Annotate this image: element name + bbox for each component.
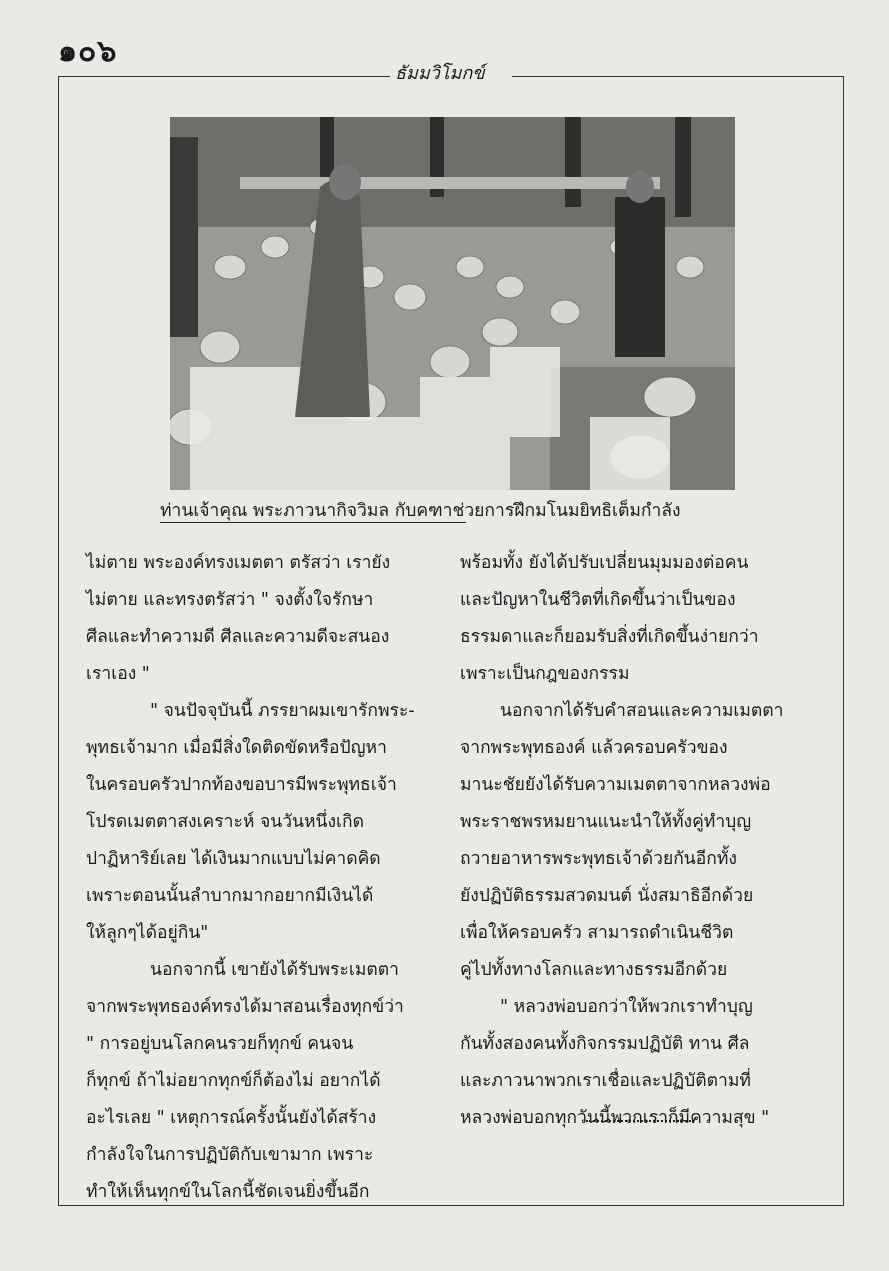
text-line: ศีลและทำความดี ศีลและความดีจะสนอง xyxy=(86,627,390,647)
text-line: เราเอง " xyxy=(86,664,150,684)
text-line: ยังปฏิบัติธรรมสวดมนต์ นั่งสมาธิอีกด้วย xyxy=(460,886,754,906)
text-line: ธรรมดาและก็ยอมรับสิ่งที่เกิดขึ้นง่ายกว่า xyxy=(460,627,759,647)
text-line: พระราชพรหมยานแนะนำให้ทั้งคู่ทำบุญ xyxy=(460,812,752,832)
text-line: จากพระพุทธองค์ แล้วครอบครัวของ xyxy=(460,738,728,758)
text-line: ในครอบครัวปากท้องขอบารมีพระพุทธเจ้า xyxy=(86,775,397,795)
text-line: เพื่อให้ครอบครัว สามารถดำเนินชีวิต xyxy=(460,923,734,943)
text-line: " การอยู่บนโลกคนรวยก็ทุกข์ คนจน xyxy=(86,1034,354,1054)
page-number: ๑๐๖ xyxy=(58,34,118,69)
text-line: คู่ไปทั้งทางโลกและทางธรรมอีกด้วย xyxy=(460,960,728,980)
caption-underline xyxy=(160,522,466,523)
running-head: ธัมมวิโมกข์ xyxy=(395,63,485,84)
text-line: พุทธเจ้ามาก เมื่อมีสิ่งใดติดขัดหรือปัญหา xyxy=(86,738,387,758)
text-line: กำลังใจในการปฏิบัติกับเขามาก เพราะ xyxy=(86,1145,374,1165)
text-line: และภาวนาพวกเราเชื่อและปฏิบัติตามที่ xyxy=(460,1071,751,1091)
text-line: ถวายอาหารพระพุทธเจ้าด้วยกันอีกทั้ง xyxy=(460,849,737,869)
text-line: " หลวงพ่อบอกว่าให้พวกเราทำบุญ xyxy=(500,997,753,1017)
text-line: นอกจากได้รับคำสอนและความเมตตา xyxy=(500,701,784,721)
text-line: ปาฏิหาริย์เลย ได้เงินมากแบบไม่คาดคิด xyxy=(86,849,381,869)
text-line: เพราะเป็นกฎของกรรม xyxy=(460,664,630,684)
text-line: อะไรเลย " เหตุการณ์ครั้งนั้นยังได้สร้าง xyxy=(86,1108,377,1128)
photo-caption: ท่านเจ้าคุณ พระภาวนากิจวิมล กับคฑาช่วยการฝึกมโนมยิทธิเต็มกำลัง xyxy=(160,501,681,521)
text-line: นอกจากนี้ เขายังได้รับพระเมตตา xyxy=(150,960,399,980)
text-line: หลวงพ่อบอกทุกวันนี้พวกเราก็มีความสุข " xyxy=(460,1108,770,1128)
text-line: กันทั้งสองคนทั้งกิจกรรมปฏิบัติ ทาน ศีล xyxy=(460,1034,750,1054)
text-line: ก็ทุกข์ ถ้าไม่อยากทุกข์ก็ต้องไม่ อยากได้ xyxy=(86,1071,381,1091)
text-line: ให้ลูกๆได้อยู่กิน" xyxy=(86,923,209,943)
text-line: ไม่ตาย พระองค์ทรงเมตตา ตรัสว่า เรายัง xyxy=(86,553,391,573)
text-line: โปรดเมตตาสงเคราะห์ จนวันหนึ่งเกิด xyxy=(86,812,364,832)
ceremony-photo xyxy=(170,117,735,490)
text-line: และปัญหาในชีวิตที่เกิดขึ้นว่าเป็นของ xyxy=(460,590,736,610)
right-column xyxy=(460,545,830,1137)
text-line: ทำให้เห็นทุกข์ในโลกนี้ชัดเจนยิ่งขึ้นอีก xyxy=(86,1182,370,1202)
text-line: พร้อมทั้ง ยังได้ปรับเปลี่ยนมุมมองต่อคน xyxy=(460,553,749,573)
left-column xyxy=(86,545,446,1211)
text-line: จากพระพุทธองค์ทรงได้มาสอนเรื่องทุกข์ว่า xyxy=(86,997,404,1017)
text-line: " จนปัจจุบันนี้ ภรรยาผมเขารักพระ- xyxy=(150,701,415,721)
end-of-article-dots xyxy=(586,1120,694,1122)
text-line: ไม่ตาย และทรงตรัสว่า " จงตั้งใจรักษา xyxy=(86,590,374,610)
text-line: เพราะตอนนั้นลำบากมากอยากมีเงินได้ xyxy=(86,886,374,906)
text-line: มานะชัยยังได้รับความเมตตาจากหลวงพ่อ xyxy=(460,775,771,795)
